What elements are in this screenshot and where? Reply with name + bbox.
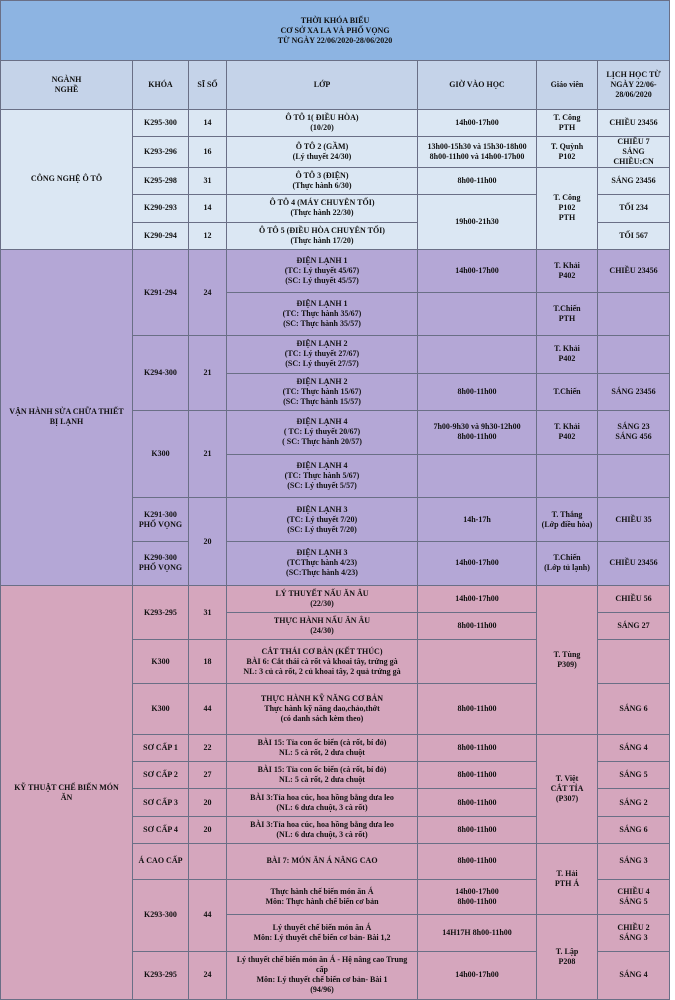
cell-lich: CHIỀU 23456 (598, 109, 670, 136)
cell-lich: SÁNG 2 (598, 789, 670, 816)
cell-lop: CẮT THÁI CƠ BẢN (KẾT THÚC) BÀI 6: Cắt thái cà rốt và khoai tây, trứng gà NL: 3 củ cà rốt, 2 củ khoai tây, 2 quả trứng gà (227, 640, 418, 683)
cell-siso: 44 (189, 683, 227, 734)
cell-giao-vien: T. Thắng (Lớp điều hòa) (537, 498, 598, 541)
cell-lich: SÁNG 4 (598, 735, 670, 762)
cell-khoa: K293-296 (133, 136, 189, 167)
cell-lop: BÀI 3:Tỉa hoa cúc, hoa hồng bằng dưa leo (NL: 6 dưa chuột, 3 cà rốt) (227, 789, 418, 816)
cell-lop: BÀI 15: Tỉa con ốc biển (cà rốt, bí đỏ) NL: 5 cà rốt, 2 dưa chuột (227, 735, 418, 762)
cell-gio: 8h00-11h00 (418, 735, 537, 762)
cell-khoa: K291-294 (133, 249, 189, 336)
header-siso: SĨ SỐ (189, 61, 227, 109)
cell-gio: 14h-17h (418, 498, 537, 541)
cell-lop: THỰC HÀNH NẤU ĂN ÂU (24/30) (227, 613, 418, 640)
cell-lop: BÀI 15: Tỉa con ốc biển (cà rốt, bí đỏ) NL: 5 cà rốt, 2 dưa chuột (227, 762, 418, 789)
cell-giao-vien: T. Quỳnh P102 (537, 136, 598, 167)
cell-siso: 20 (189, 789, 227, 816)
cell-lich: CHIỀU 7 SÁNG CHIỀU:CN (598, 136, 670, 167)
cell-siso: 16 (189, 136, 227, 167)
cell-khoa: K300 (133, 410, 189, 498)
cell-giao-vien: T.Chiến (Lớp tủ lạnh) (537, 541, 598, 585)
cell-lop: ĐIỆN LẠNH 3 (TC: Lý thuyết 7/20) (SC: Lý thuyết 7/20) (227, 498, 418, 541)
cell-giao-vien: T. Khải P402 (537, 336, 598, 373)
cell-lop: ĐIỆN LẠNH 1 (TC: Lý thuyết 45/67) (SC: Lý thuyết 45/57) (227, 249, 418, 292)
cell-gio: 14h00-17h00 (418, 109, 537, 136)
cell-khoa: K293-295 (133, 951, 189, 999)
cell-lop: THỰC HÀNH KỸ NĂNG CƠ BẢN Thực hành kỹ năng dao,chảo,thớt (có danh sách kèm theo) (227, 683, 418, 734)
cell-lich: SÁNG 23 SÁNG 456 (598, 410, 670, 454)
cell-gio: 8h00-11h00 (418, 613, 537, 640)
cell-lich: CHIỀU 2 SÁNG 3 (598, 915, 670, 951)
cell-gio (418, 293, 537, 336)
cell-lop: BÀI 3:Tỉa hoa cúc, hoa hồng bằng dưa leo (NL: 6 dưa chuột, 3 cà rốt) (227, 816, 418, 843)
cell-lich (598, 336, 670, 373)
cell-siso: 27 (189, 762, 227, 789)
cell-gio: 7h00-9h30 và 9h30-12h00 8h00-11h00 (418, 410, 537, 454)
cell-giao-vien: T.Chiến (537, 373, 598, 410)
cell-lop: ĐIỆN LẠNH 2 (TC: Lý thuyết 27/67) (SC: Lý thuyết 27/57) (227, 336, 418, 373)
cell-giao-vien: T. Công PTH (537, 109, 598, 136)
cell-giao-vien: T.Chiến PTH (537, 293, 598, 336)
cell-lop: ĐIỆN LẠNH 4 (TC: Thực hành 5/67) (SC: Lý thuyết 5/57) (227, 455, 418, 498)
cell-khoa: K293-300 (133, 880, 189, 951)
cell-lop: Ô TÔ 1( ĐIỀU HÒA) (10/20) (227, 109, 418, 136)
cell-siso: 20 (189, 816, 227, 843)
cell-lop: ĐIỆN LẠNH 4 ( TC: Lý thuyết 20/67) ( SC: Thực hành 20/57) (227, 410, 418, 454)
cell-lich: SÁNG 6 (598, 816, 670, 843)
cell-siso: 31 (189, 586, 227, 640)
group-dien-lanh: VẬN HÀNH SỬA CHỮA THIẾT BỊ LẠNH (1, 249, 133, 585)
cell-lich: TỐI 567 (598, 222, 670, 249)
group-mon-an: KỸ THUẬT CHẾ BIẾN MÓN ĂN (1, 586, 133, 1000)
cell-gio: 8h00-11h00 (418, 789, 537, 816)
cell-siso: 12 (189, 222, 227, 249)
cell-siso: 18 (189, 640, 227, 683)
cell-siso: 44 (189, 880, 227, 951)
cell-gio (418, 455, 537, 498)
cell-giao-vien: T. Lập P208 (537, 915, 598, 1000)
cell-lop: Ô TÔ 4 (MÁY CHUYÊN TỐI) (Thực hành 22/30) (227, 195, 418, 222)
cell-khoa: K300 (133, 683, 189, 734)
cell-lop: BÀI 7: MÓN ĂN Á NÂNG CAO (227, 843, 418, 879)
cell-giao-vien: T. Khải P402 (537, 410, 598, 454)
cell-gio: 14h00-17h00 (418, 541, 537, 585)
cell-lop: ĐIỆN LẠNH 2 (TC: Thực hành 15/67) (SC: Thực hành 15/57) (227, 373, 418, 410)
cell-siso: 14 (189, 195, 227, 222)
cell-lich (598, 455, 670, 498)
cell-gio: 8h00-11h00 (418, 843, 537, 879)
cell-khoa: Á CAO CẤP (133, 843, 189, 879)
cell-siso (189, 843, 227, 879)
table-row (1, 109, 670, 136)
cell-khoa: K295-300 (133, 109, 189, 136)
cell-lich: SÁNG 5 (598, 762, 670, 789)
cell-lich: TỐI 234 (598, 195, 670, 222)
header-row (1, 61, 670, 109)
cell-lich: SÁNG 23456 (598, 373, 670, 410)
cell-siso: 24 (189, 951, 227, 999)
cell-siso: 24 (189, 249, 227, 336)
cell-khoa: SƠ CẤP 1 (133, 735, 189, 762)
header-khoa: KHÓA (133, 61, 189, 109)
cell-khoa: K290-300 PHỐ VỌNG (133, 541, 189, 585)
cell-lich: CHIỀU 35 (598, 498, 670, 541)
cell-khoa: SƠ CẤP 3 (133, 789, 189, 816)
cell-lop: Ô TÔ 2 (GẦM) (Lý thuyết 24/30) (227, 136, 418, 167)
cell-khoa: K300 (133, 640, 189, 683)
cell-siso: 21 (189, 410, 227, 498)
cell-lich: CHIỀU 56 (598, 586, 670, 613)
cell-giao-vien (537, 455, 598, 498)
cell-lop: LÝ THUYẾT NẤU ĂN ÂU (22/30) (227, 586, 418, 613)
cell-gio: 14h00-17h00 (418, 586, 537, 613)
cell-siso: 14 (189, 109, 227, 136)
cell-gio: 8h00-11h00 (418, 816, 537, 843)
cell-khoa: SƠ CẤP 4 (133, 816, 189, 843)
cell-lop: ĐIỆN LẠNH 3 (TCThực hành 4/23) (SC:Thực hành 4/23) (227, 541, 418, 585)
cell-giao-vien: T. Tùng P309) (537, 586, 598, 735)
cell-gio: 13h00-15h30 và 15h30-18h00 8h00-11h00 và 14h00-17h00 (418, 136, 537, 167)
cell-gio: 8h00-11h00 (418, 168, 537, 195)
cell-lop: Ô TÔ 5 (ĐIỀU HÒA CHUYÊN TỐI) (Thực hành 17/20) (227, 222, 418, 249)
table-row (1, 586, 670, 613)
cell-lop: Thực hành chế biến món ăn Á Môn: Thực hành chế biến cơ bản (227, 880, 418, 915)
cell-khoa: K290-294 (133, 222, 189, 249)
cell-gio (418, 640, 537, 683)
cell-lop: Lý thuyết chế biến món ăn Á Môn: Lý thuyết chế biến cơ bản- Bài 1,2 (227, 915, 418, 951)
cell-giao-vien: T. Hải PTH Á (537, 843, 598, 914)
cell-khoa: K293-295 (133, 586, 189, 640)
header-lich: LỊCH HỌC TỪ NGÀY 22/06- 28/06/2020 (598, 61, 670, 109)
cell-gio: 8h00-11h00 (418, 683, 537, 734)
cell-gio: 8h00-11h00 (418, 762, 537, 789)
cell-lich: SÁNG 27 (598, 613, 670, 640)
cell-siso: 21 (189, 336, 227, 411)
cell-khoa: SƠ CẤP 2 (133, 762, 189, 789)
cell-lich: SÁNG 23456 (598, 168, 670, 195)
cell-lop: ĐIỆN LẠNH 1 (TC: Thực hành 35/67) (SC: Thực hành 35/57) (227, 293, 418, 336)
cell-lop: Lý thuyết chế biến món ăn Á - Hệ nâng cao Trung cấp Môn: Lý thuyết chế biến cơ bản- Bài 1 (94/96) (227, 951, 418, 999)
timetable-title: THỜI KHÓA BIỂU CƠ SỞ XA LA VÀ PHỐ VỌNG TỪ NGÀY 22/06/2020-28/06/2020 (1, 1, 670, 61)
cell-khoa: K295-298 (133, 168, 189, 195)
cell-lich: CHIỀU 4 SÁNG 5 (598, 880, 670, 915)
cell-gio: 14h00-17h00 (418, 249, 537, 292)
cell-giao-vien: T. Công P102 PTH (537, 168, 598, 250)
cell-khoa: K290-293 (133, 195, 189, 222)
cell-lich (598, 293, 670, 336)
cell-lich (598, 640, 670, 683)
header-giao-vien: Giáo viên (537, 61, 598, 109)
cell-gio: 14h00-17h00 8h00-11h00 (418, 880, 537, 915)
cell-gio (418, 336, 537, 373)
cell-lich: SÁNG 3 (598, 843, 670, 879)
cell-giao-vien: T. Việt CẮT TỈA (P307) (537, 735, 598, 844)
cell-siso: 20 (189, 498, 227, 586)
header-nganh: NGÀNH NGHỀ (1, 61, 133, 109)
cell-gio: 19h00-21h30 (418, 195, 537, 249)
group-oto: CÔNG NGHỆ Ô TÔ (1, 109, 133, 249)
cell-gio: 8h00-11h00 (418, 373, 537, 410)
cell-gio: 14H17H 8h00-11h00 (418, 915, 537, 951)
cell-lich: CHIỀU 23456 (598, 541, 670, 585)
cell-giao-vien: T. Khải P402 (537, 249, 598, 292)
header-gio: GIỜ VÀO HỌC (418, 61, 537, 109)
cell-lop: Ô TÔ 3 (ĐIỆN) (Thực hành 6/30) (227, 168, 418, 195)
header-lop: LỚP (227, 61, 418, 109)
cell-lich: CHIỀU 23456 (598, 249, 670, 292)
cell-khoa: K291-300 PHỐ VỌNG (133, 498, 189, 541)
cell-lich: SÁNG 6 (598, 683, 670, 734)
cell-lich: SÁNG 4 (598, 951, 670, 999)
cell-khoa: K294-300 (133, 336, 189, 411)
cell-gio: 14h00-17h00 (418, 951, 537, 999)
cell-siso: 31 (189, 168, 227, 195)
table-row (1, 249, 670, 292)
cell-siso: 22 (189, 735, 227, 762)
